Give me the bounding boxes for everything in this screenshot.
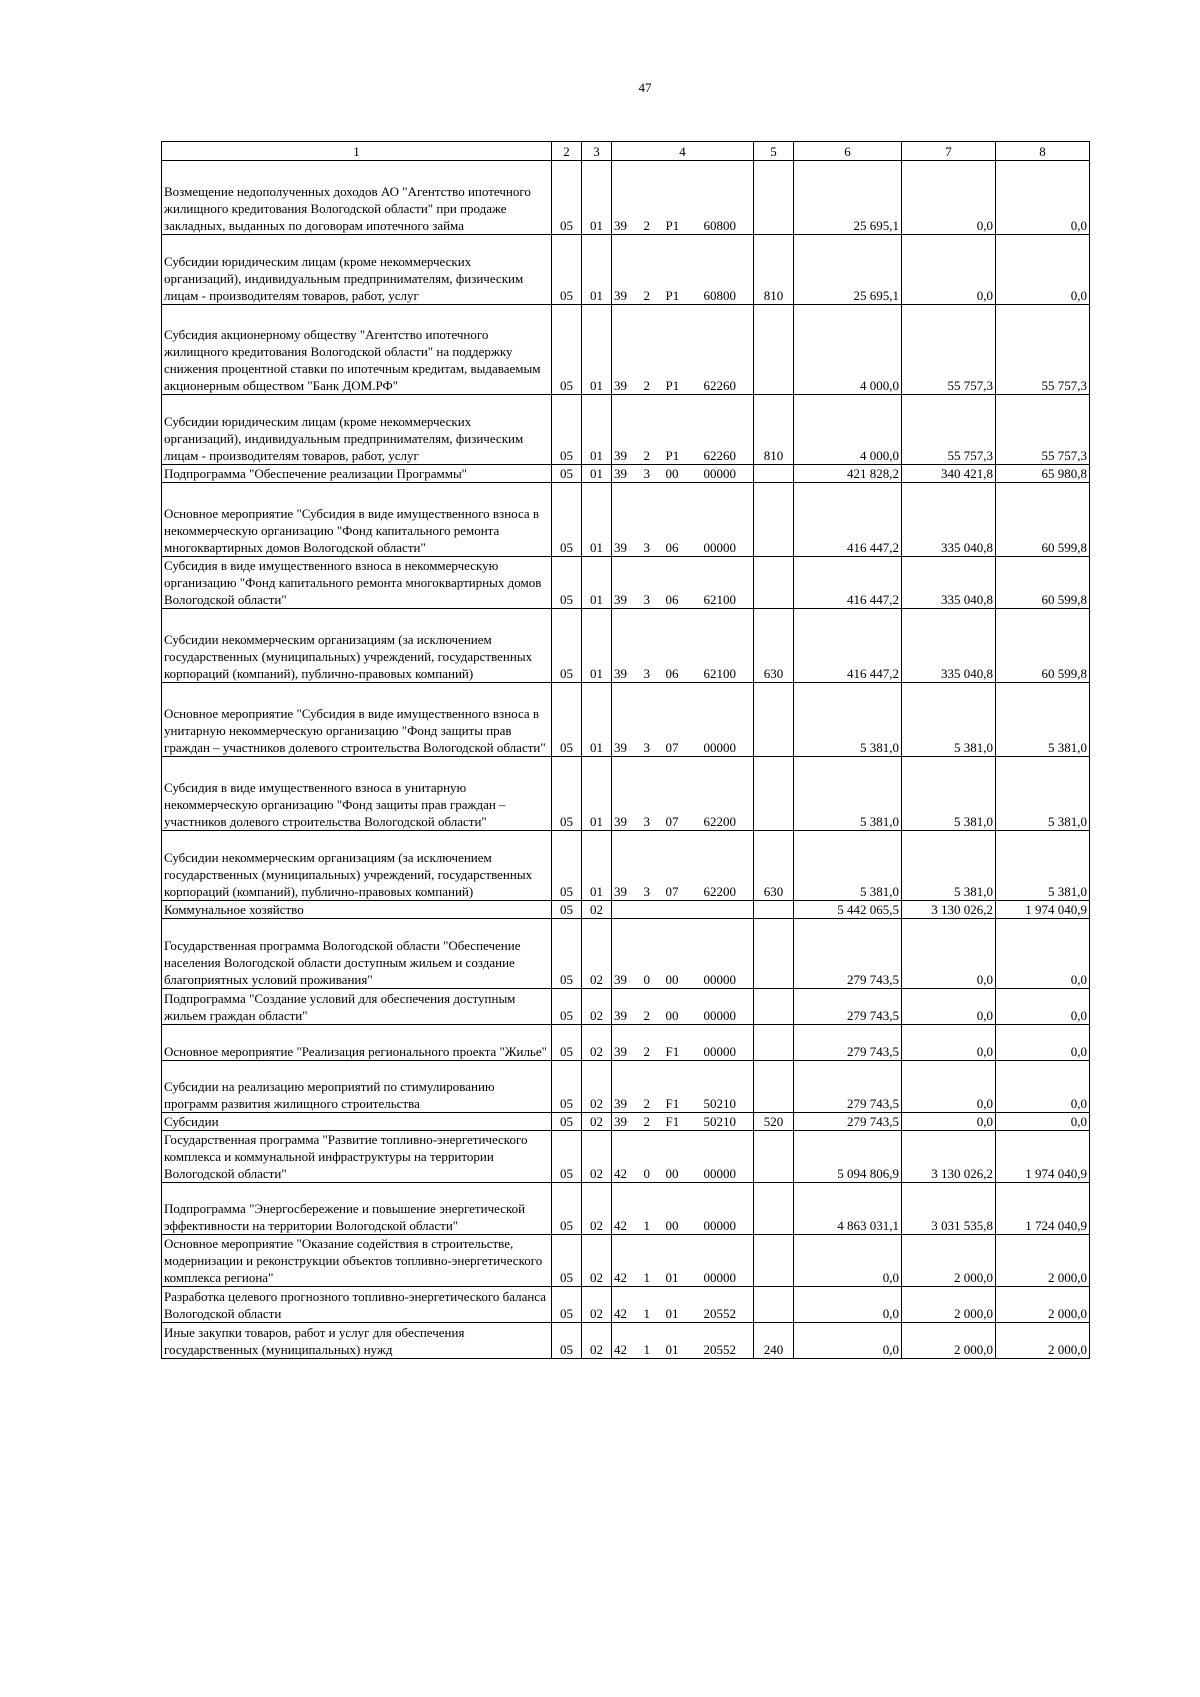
header-col-6: 6 bbox=[794, 142, 902, 161]
table-cell-col5 bbox=[754, 989, 794, 1025]
table-cell-code-activity: F1 bbox=[664, 1113, 702, 1131]
table-cell-col6: 416 447,2 bbox=[794, 609, 902, 683]
table-cell-col7: 0,0 bbox=[902, 235, 996, 305]
table-row bbox=[162, 919, 1090, 989]
table-cell-col7: 0,0 bbox=[902, 989, 996, 1025]
table-cell-code-activity: 01 bbox=[664, 1235, 702, 1287]
table-cell-code-direction: 00000 bbox=[702, 1131, 754, 1183]
table-cell-code-program: 39 bbox=[612, 305, 642, 395]
table-cell-col7: 3 130 026,2 bbox=[902, 901, 996, 919]
table-cell-col7: 340 421,8 bbox=[902, 465, 996, 483]
table-cell-col3: 02 bbox=[582, 1113, 612, 1131]
table-cell-col2: 05 bbox=[552, 161, 582, 235]
table-cell-col2: 05 bbox=[552, 1287, 582, 1323]
table-cell-col6: 279 743,5 bbox=[794, 919, 902, 989]
table-cell-col8: 2 000,0 bbox=[996, 1287, 1090, 1323]
table-cell-code-subprogram: 3 bbox=[642, 683, 664, 757]
table-row bbox=[162, 901, 1090, 919]
table-cell-code-program: 39 bbox=[612, 831, 642, 901]
table-cell-code-subprogram: 3 bbox=[642, 831, 664, 901]
table-cell-col8: 5 381,0 bbox=[996, 683, 1090, 757]
table-header-row bbox=[162, 142, 1090, 161]
table-cell-code-subprogram: 0 bbox=[642, 1131, 664, 1183]
table-row bbox=[162, 161, 1090, 235]
table-cell-name: Подпрограмма "Создание условий для обеспечения доступным жильем граждан области" bbox=[162, 989, 552, 1025]
table-cell-col6: 5 094 806,9 bbox=[794, 1131, 902, 1183]
table-cell-name: Возмещение недополученных доходов АО "Агентство ипотечного жилищного кредитования Вологодской области" при продаже закладных, выданных по договорам ипотечного займа bbox=[162, 161, 552, 235]
table-cell-col7: 0,0 bbox=[902, 1061, 996, 1113]
table-cell-col2: 05 bbox=[552, 901, 582, 919]
budget-table bbox=[161, 141, 1090, 1359]
table-cell-code-activity: 07 bbox=[664, 683, 702, 757]
table-cell-col6: 5 381,0 bbox=[794, 757, 902, 831]
table-cell-col8: 65 980,8 bbox=[996, 465, 1090, 483]
table-cell-code-direction: 62260 bbox=[702, 395, 754, 465]
table-cell-code-activity: F1 bbox=[664, 1025, 702, 1061]
table-cell-col6: 416 447,2 bbox=[794, 557, 902, 609]
table-cell-code-activity: 00 bbox=[664, 1131, 702, 1183]
table-cell-col5: 630 bbox=[754, 609, 794, 683]
table-cell-col6: 279 743,5 bbox=[794, 1025, 902, 1061]
table-cell-col7: 3 031 535,8 bbox=[902, 1183, 996, 1235]
table-cell-col8: 60 599,8 bbox=[996, 557, 1090, 609]
table-cell-name: Субсидия акционерному обществу "Агентство ипотечного жилищного кредитования Вологодской области" на поддержку снижения процентной ставки по ипотечным кредитам, выдаваемым акционерным обществом "Банк ДОМ.РФ" bbox=[162, 305, 552, 395]
table-cell-code-program: 39 bbox=[612, 395, 642, 465]
table-cell-code-direction: 00000 bbox=[702, 989, 754, 1025]
table-cell-name: Основное мероприятие "Оказание содействия в строительстве, модернизации и реконструкции объектов топливно-энергетического комплекса региона" bbox=[162, 1235, 552, 1287]
table-cell-code-program: 39 bbox=[612, 235, 642, 305]
table-cell-code-direction: 20552 bbox=[702, 1287, 754, 1323]
table-cell-col6: 0,0 bbox=[794, 1287, 902, 1323]
table-row bbox=[162, 609, 1090, 683]
table-cell-code-direction: 00000 bbox=[702, 1183, 754, 1235]
table-cell-code-direction: 00000 bbox=[702, 465, 754, 483]
table-row bbox=[162, 235, 1090, 305]
table-row bbox=[162, 305, 1090, 395]
table-cell-name: Субсидия в виде имущественного взноса в унитарную некоммерческую организацию "Фонд защиты прав граждан – участников долевого строительства Вологодской области" bbox=[162, 757, 552, 831]
table-cell-col6: 5 442 065,5 bbox=[794, 901, 902, 919]
table-cell-col7: 55 757,3 bbox=[902, 395, 996, 465]
table-cell-col7: 55 757,3 bbox=[902, 305, 996, 395]
table-row bbox=[162, 1131, 1090, 1183]
table-row bbox=[162, 395, 1090, 465]
table-cell-col3: 02 bbox=[582, 1061, 612, 1113]
table-cell-col3: 02 bbox=[582, 1183, 612, 1235]
table-cell-name: Государственная программа Вологодской области "Обеспечение населения Вологодской области доступным жильем и создание благоприятных условий проживания" bbox=[162, 919, 552, 989]
header-col-8: 8 bbox=[996, 142, 1090, 161]
page-number: 47 bbox=[638, 80, 652, 95]
table-cell-code-activity: P1 bbox=[664, 235, 702, 305]
table-cell-col5 bbox=[754, 757, 794, 831]
table-cell-code-program: 42 bbox=[612, 1131, 642, 1183]
table-cell-col7: 5 381,0 bbox=[902, 831, 996, 901]
table-cell-col8: 0,0 bbox=[996, 161, 1090, 235]
table-cell-code-direction: 62200 bbox=[702, 757, 754, 831]
table-cell-code-direction: 62100 bbox=[702, 557, 754, 609]
table-row bbox=[162, 1183, 1090, 1235]
table-cell-col3: 02 bbox=[582, 1287, 612, 1323]
table-cell-name: Разработка целевого прогнозного топливно-энергетического баланса Вологодской области bbox=[162, 1287, 552, 1323]
table-row bbox=[162, 831, 1090, 901]
table-cell-col6: 0,0 bbox=[794, 1235, 902, 1287]
table-cell-code-activity: P1 bbox=[664, 161, 702, 235]
table-cell-name: Подпрограмма "Энергосбережение и повышение энергетической эффективности на территории Вологодской области" bbox=[162, 1183, 552, 1235]
table-row bbox=[162, 557, 1090, 609]
table-cell-code-direction: 50210 bbox=[702, 1061, 754, 1113]
table-cell-col3: 02 bbox=[582, 1323, 612, 1359]
table-cell-code-program: 42 bbox=[612, 1287, 642, 1323]
table-cell-col3: 02 bbox=[582, 901, 612, 919]
table-cell-code-subprogram: 3 bbox=[642, 757, 664, 831]
table-cell-col5 bbox=[754, 1287, 794, 1323]
table-cell-code-subprogram: 1 bbox=[642, 1287, 664, 1323]
table-cell-code-activity bbox=[664, 901, 702, 919]
table-cell-col8: 0,0 bbox=[996, 989, 1090, 1025]
table-cell-name: Субсидии некоммерческим организациям (за исключением государственных (муниципальных) учреждений, государственных корпораций (компаний), публично-правовых компаний) bbox=[162, 831, 552, 901]
table-cell-col8: 0,0 bbox=[996, 1113, 1090, 1131]
table-cell-name: Основное мероприятие "Субсидия в виде имущественного взноса в унитарную некоммерческую организацию "Фонд защиты прав граждан – участников долевого строительства Вологодской области" bbox=[162, 683, 552, 757]
table-cell-code-program: 39 bbox=[612, 683, 642, 757]
table-cell-code-subprogram: 0 bbox=[642, 919, 664, 989]
table-cell-code-program: 39 bbox=[612, 161, 642, 235]
table-cell-code-subprogram: 1 bbox=[642, 1183, 664, 1235]
table-cell-col8: 1 974 040,9 bbox=[996, 901, 1090, 919]
table-cell-col3: 01 bbox=[582, 465, 612, 483]
table-cell-col2: 05 bbox=[552, 1061, 582, 1113]
table-cell-col8: 0,0 bbox=[996, 1025, 1090, 1061]
table-cell-col5 bbox=[754, 1131, 794, 1183]
table-cell-col5 bbox=[754, 465, 794, 483]
table-cell-col3: 01 bbox=[582, 831, 612, 901]
table-cell-col2: 05 bbox=[552, 395, 582, 465]
table-cell-code-activity: 06 bbox=[664, 557, 702, 609]
table-cell-code-program: 42 bbox=[612, 1323, 642, 1359]
table-cell-col3: 01 bbox=[582, 483, 612, 557]
table-cell-col2: 05 bbox=[552, 1323, 582, 1359]
table-cell-col6: 25 695,1 bbox=[794, 161, 902, 235]
table-cell-name: Иные закупки товаров, работ и услуг для обеспечения государственных (муниципальных) нужд bbox=[162, 1323, 552, 1359]
table-cell-col5: 630 bbox=[754, 831, 794, 901]
table-cell-name: Субсидии юридическим лицам (кроме некоммерческих организаций), индивидуальным предпринимателям, физическим лицам - производителям товаров, работ, услуг bbox=[162, 235, 552, 305]
table-cell-col2: 05 bbox=[552, 305, 582, 395]
table-cell-code-subprogram: 2 bbox=[642, 1113, 664, 1131]
table-cell-code-subprogram: 2 bbox=[642, 305, 664, 395]
table-cell-col8: 55 757,3 bbox=[996, 305, 1090, 395]
table-cell-code-subprogram: 2 bbox=[642, 1061, 664, 1113]
table-cell-code-direction: 60800 bbox=[702, 235, 754, 305]
table-cell-col6: 4 000,0 bbox=[794, 395, 902, 465]
table-cell-col5: 810 bbox=[754, 395, 794, 465]
table-cell-code-direction: 62100 bbox=[702, 609, 754, 683]
table-cell-col8: 0,0 bbox=[996, 1061, 1090, 1113]
table-cell-col3: 02 bbox=[582, 1235, 612, 1287]
table-cell-col2: 05 bbox=[552, 557, 582, 609]
table-cell-col3: 01 bbox=[582, 557, 612, 609]
table-cell-col5 bbox=[754, 919, 794, 989]
table-cell-col2: 05 bbox=[552, 1025, 582, 1061]
table-cell-code-program: 39 bbox=[612, 919, 642, 989]
table-cell-code-subprogram: 2 bbox=[642, 235, 664, 305]
table-cell-col6: 5 381,0 bbox=[794, 831, 902, 901]
table-row bbox=[162, 465, 1090, 483]
header-col-2: 2 bbox=[552, 142, 582, 161]
table-cell-col2: 05 bbox=[552, 609, 582, 683]
table-cell-name: Коммунальное хозяйство bbox=[162, 901, 552, 919]
table-cell-col5 bbox=[754, 483, 794, 557]
table-cell-code-subprogram: 3 bbox=[642, 483, 664, 557]
table-cell-col3: 01 bbox=[582, 161, 612, 235]
table-cell-code-subprogram: 3 bbox=[642, 557, 664, 609]
table-cell-code-direction: 00000 bbox=[702, 483, 754, 557]
table-cell-col6: 421 828,2 bbox=[794, 465, 902, 483]
table-cell-col8: 1 724 040,9 bbox=[996, 1183, 1090, 1235]
table-cell-col5 bbox=[754, 161, 794, 235]
table-cell-code-subprogram: 1 bbox=[642, 1323, 664, 1359]
table-row bbox=[162, 1323, 1090, 1359]
table-cell-col2: 05 bbox=[552, 1235, 582, 1287]
table-cell-col8: 60 599,8 bbox=[996, 483, 1090, 557]
table-cell-code-program: 39 bbox=[612, 557, 642, 609]
table-cell-code-direction: 00000 bbox=[702, 1025, 754, 1061]
table-cell-col7: 2 000,0 bbox=[902, 1235, 996, 1287]
table-cell-code-program: 39 bbox=[612, 1061, 642, 1113]
table-cell-code-activity: 00 bbox=[664, 465, 702, 483]
table-cell-col8: 5 381,0 bbox=[996, 831, 1090, 901]
table-cell-col6: 416 447,2 bbox=[794, 483, 902, 557]
table-cell-col6: 5 381,0 bbox=[794, 683, 902, 757]
table-cell-code-program: 39 bbox=[612, 1025, 642, 1061]
table-row bbox=[162, 1287, 1090, 1323]
table-cell-name: Субсидия в виде имущественного взноса в некоммерческую организацию "Фонд капитального ремонта многоквартирных домов Вологодской области" bbox=[162, 557, 552, 609]
table-cell-col2: 05 bbox=[552, 683, 582, 757]
table-cell-col8: 0,0 bbox=[996, 919, 1090, 989]
table-cell-code-program: 39 bbox=[612, 609, 642, 683]
table-row bbox=[162, 1061, 1090, 1113]
table-cell-col5 bbox=[754, 1183, 794, 1235]
table-cell-code-subprogram bbox=[642, 901, 664, 919]
table-cell-name: Субсидии bbox=[162, 1113, 552, 1131]
table-cell-col3: 01 bbox=[582, 235, 612, 305]
table-cell-col2: 05 bbox=[552, 989, 582, 1025]
table-cell-col3: 01 bbox=[582, 757, 612, 831]
table-cell-code-activity: 06 bbox=[664, 483, 702, 557]
table-cell-code-direction: 62260 bbox=[702, 305, 754, 395]
header-col-7: 7 bbox=[902, 142, 996, 161]
table-cell-code-direction: 50210 bbox=[702, 1113, 754, 1131]
table-cell-code-program: 39 bbox=[612, 1113, 642, 1131]
table-cell-col7: 2 000,0 bbox=[902, 1287, 996, 1323]
table-cell-col2: 05 bbox=[552, 757, 582, 831]
table-cell-code-direction: 00000 bbox=[702, 919, 754, 989]
header-col-4: 4 bbox=[612, 142, 754, 161]
table-cell-code-direction: 00000 bbox=[702, 1235, 754, 1287]
table-cell-code-subprogram: 1 bbox=[642, 1235, 664, 1287]
table-cell-col6: 0,0 bbox=[794, 1323, 902, 1359]
table-cell-col3: 02 bbox=[582, 1131, 612, 1183]
table-cell-code-program: 42 bbox=[612, 1235, 642, 1287]
table-cell-col6: 25 695,1 bbox=[794, 235, 902, 305]
table-row bbox=[162, 683, 1090, 757]
table-cell-col7: 5 381,0 bbox=[902, 757, 996, 831]
table-cell-col7: 335 040,8 bbox=[902, 483, 996, 557]
table-cell-code-activity: 00 bbox=[664, 919, 702, 989]
table-row bbox=[162, 989, 1090, 1025]
table-cell-col3: 02 bbox=[582, 989, 612, 1025]
table-cell-col6: 4 863 031,1 bbox=[794, 1183, 902, 1235]
table-cell-col3: 01 bbox=[582, 395, 612, 465]
table-cell-col7: 3 130 026,2 bbox=[902, 1131, 996, 1183]
table-cell-code-subprogram: 2 bbox=[642, 1025, 664, 1061]
header-col-1: 1 bbox=[162, 142, 552, 161]
table-cell-col5: 810 bbox=[754, 235, 794, 305]
table-cell-code-direction: 20552 bbox=[702, 1323, 754, 1359]
table-cell-name: Субсидии юридическим лицам (кроме некоммерческих организаций), индивидуальным предпринимателям, физическим лицам - производителям товаров, работ, услуг bbox=[162, 395, 552, 465]
table-cell-col3: 01 bbox=[582, 609, 612, 683]
table-cell-col7: 335 040,8 bbox=[902, 609, 996, 683]
table-cell-code-activity: 01 bbox=[664, 1287, 702, 1323]
table-row bbox=[162, 757, 1090, 831]
table-cell-col5 bbox=[754, 1061, 794, 1113]
table-cell-col2: 05 bbox=[552, 1131, 582, 1183]
table-cell-name: Субсидии на реализацию мероприятий по стимулированию программ развития жилищного строительства bbox=[162, 1061, 552, 1113]
table-cell-col6: 4 000,0 bbox=[794, 305, 902, 395]
table-cell-code-activity: 00 bbox=[664, 989, 702, 1025]
table-cell-code-activity: P1 bbox=[664, 305, 702, 395]
table-cell-col7: 0,0 bbox=[902, 161, 996, 235]
table-cell-col5 bbox=[754, 305, 794, 395]
table-cell-col8: 5 381,0 bbox=[996, 757, 1090, 831]
table-cell-col8: 55 757,3 bbox=[996, 395, 1090, 465]
table-cell-code-direction: 62200 bbox=[702, 831, 754, 901]
table-cell-code-program: 39 bbox=[612, 757, 642, 831]
table-cell-name: Основное мероприятие "Субсидия в виде имущественного взноса в некоммерческую организацию "Фонд капитального ремонта многоквартирных домов Вологодской области" bbox=[162, 483, 552, 557]
table-cell-code-program: 39 bbox=[612, 465, 642, 483]
table-cell-col8: 2 000,0 bbox=[996, 1323, 1090, 1359]
table-cell-name: Основное мероприятие "Реализация регионального проекта "Жилье" bbox=[162, 1025, 552, 1061]
table-cell-col3: 01 bbox=[582, 683, 612, 757]
table-cell-col2: 05 bbox=[552, 1183, 582, 1235]
table-cell-code-activity: 07 bbox=[664, 757, 702, 831]
table-cell-code-subprogram: 3 bbox=[642, 465, 664, 483]
table-cell-col2: 05 bbox=[552, 831, 582, 901]
table-cell-code-direction: 60800 bbox=[702, 161, 754, 235]
table-cell-name: Государственная программа "Развитие топливно-энергетического комплекса и коммунальной инфраструктуры на территории Вологодской области" bbox=[162, 1131, 552, 1183]
table-cell-col2: 05 bbox=[552, 1113, 582, 1131]
table-row bbox=[162, 483, 1090, 557]
table-cell-code-activity: 07 bbox=[664, 831, 702, 901]
table-cell-col2: 05 bbox=[552, 465, 582, 483]
table-cell-code-activity: 06 bbox=[664, 609, 702, 683]
table-cell-col3: 01 bbox=[582, 305, 612, 395]
table-cell-col5 bbox=[754, 1235, 794, 1287]
table-cell-col3: 02 bbox=[582, 1025, 612, 1061]
table-row bbox=[162, 1235, 1090, 1287]
table-cell-code-activity: F1 bbox=[664, 1061, 702, 1113]
table-cell-code-program: 39 bbox=[612, 483, 642, 557]
table-cell-col8: 0,0 bbox=[996, 235, 1090, 305]
table-cell-col5 bbox=[754, 683, 794, 757]
table-cell-code-subprogram: 2 bbox=[642, 989, 664, 1025]
table-cell-code-program: 39 bbox=[612, 989, 642, 1025]
table-cell-code-subprogram: 3 bbox=[642, 609, 664, 683]
table-cell-col5 bbox=[754, 901, 794, 919]
table-cell-col3: 02 bbox=[582, 919, 612, 989]
table-cell-code-activity: P1 bbox=[664, 395, 702, 465]
table-cell-col5: 240 bbox=[754, 1323, 794, 1359]
table-cell-col7: 335 040,8 bbox=[902, 557, 996, 609]
table-cell-col7: 5 381,0 bbox=[902, 683, 996, 757]
table-cell-code-subprogram: 2 bbox=[642, 395, 664, 465]
table-cell-col5: 520 bbox=[754, 1113, 794, 1131]
table-cell-col7: 0,0 bbox=[902, 1113, 996, 1131]
table-cell-code-program bbox=[612, 901, 642, 919]
table-cell-col7: 0,0 bbox=[902, 1025, 996, 1061]
table-cell-col6: 279 743,5 bbox=[794, 1113, 902, 1131]
header-col-3: 3 bbox=[582, 142, 612, 161]
table-cell-col5 bbox=[754, 1025, 794, 1061]
table-cell-col2: 05 bbox=[552, 483, 582, 557]
table-cell-code-direction: 00000 bbox=[702, 683, 754, 757]
table-cell-code-direction bbox=[702, 901, 754, 919]
table-cell-col2: 05 bbox=[552, 919, 582, 989]
table-cell-col8: 1 974 040,9 bbox=[996, 1131, 1090, 1183]
table-body bbox=[162, 142, 1090, 1359]
table-cell-name: Субсидии некоммерческим организациям (за исключением государственных (муниципальных) учреждений, государственных корпораций (компаний), публично-правовых компаний) bbox=[162, 609, 552, 683]
table-cell-col6: 279 743,5 bbox=[794, 1061, 902, 1113]
table-cell-col6: 279 743,5 bbox=[794, 989, 902, 1025]
table-cell-col5 bbox=[754, 557, 794, 609]
table-cell-col7: 0,0 bbox=[902, 919, 996, 989]
table-cell-code-activity: 00 bbox=[664, 1183, 702, 1235]
table-cell-code-activity: 01 bbox=[664, 1323, 702, 1359]
table-row bbox=[162, 1113, 1090, 1131]
table-cell-col7: 2 000,0 bbox=[902, 1323, 996, 1359]
header-col-5: 5 bbox=[754, 142, 794, 161]
table-cell-code-program: 42 bbox=[612, 1183, 642, 1235]
table-cell-col2: 05 bbox=[552, 235, 582, 305]
table-cell-code-subprogram: 2 bbox=[642, 161, 664, 235]
table-cell-name: Подпрограмма "Обеспечение реализации Программы" bbox=[162, 465, 552, 483]
table-cell-col8: 2 000,0 bbox=[996, 1235, 1090, 1287]
table-cell-col8: 60 599,8 bbox=[996, 609, 1090, 683]
table-row bbox=[162, 1025, 1090, 1061]
